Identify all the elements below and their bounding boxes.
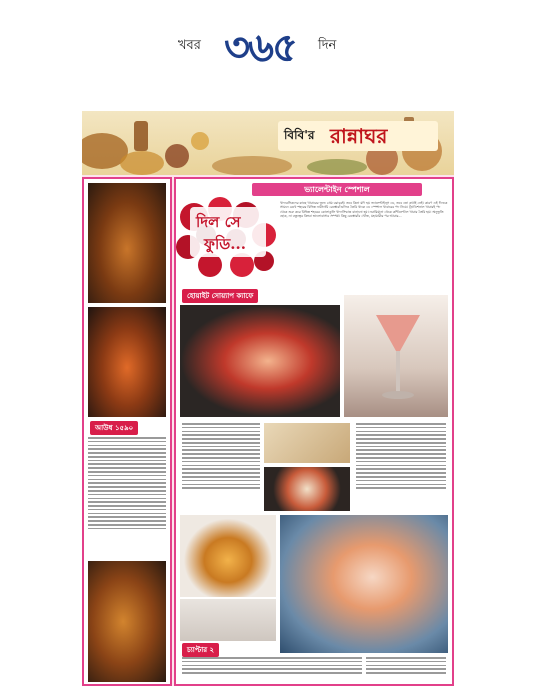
shrimp-text [366,657,446,683]
banner [82,111,454,175]
banner-title: রান্নাঘর [330,124,388,148]
masthead-number: ৩৬৫ [224,24,296,71]
outdoor-text [88,437,166,557]
cocktail-glass [372,309,424,403]
masthead-right-word: দিন [318,38,337,53]
masthead [170,18,370,71]
headline-line2: ফুডি... [204,235,246,253]
bread-photo [264,423,350,463]
banner-prefix: বিবি'র [284,128,315,142]
newspaper-page [82,111,454,686]
shrimp-cocktail-photo [280,515,448,653]
heart-plate-photo [264,467,350,511]
special-ribbon-label: ভ্যালেন্টাইন স্পেশাল [304,185,370,194]
chapter-tag: চ্যাপ্টার ২ [182,643,219,657]
left-column [82,177,172,686]
valentine-section [174,177,454,686]
outdoor-tag: আউধ ১৫৯০ [90,421,138,435]
prawn-plate-photo [180,599,276,641]
roast-chicken-photo [88,183,166,303]
pudding-photo [180,515,276,597]
masthead-left-word: খবর [178,38,201,53]
tandoori-photo [88,561,166,682]
headline-line1: দিল সে [196,213,241,231]
heart-cake-photo [180,305,340,417]
cafe-text-col1 [182,423,260,505]
intro-text: খাদ্যরসিকদের কাছে খাবারের জন্য প্রেম বরাবরই। তবে কিনা যদি হয় ভ্যালেন্টাইন্‌স ডে, তবে তো কথাই নেই। কারণ এই দিনকে সামনে রেখে শহরের বিভিন্ন নামীদামি রেস্তোরাঁগুলিও তৈরি থাকে ডে স্পেশাল খাবারের পদ নিয়ে। ট্র্যাডিশনাল খাবারই পদ থেকে শুরু করে বিভিন্ন শহরের কোলাকুলি খাদ্যসিদ্ধান্ত বানানো হয়। নবারিয়ানা থেকে কন্টিনেন্টাল খাবার তৈরি হয়। অনুভূতি হোক, না বন্ধুত্বের কিংবা ভালোবাসার সম্পর্ক। কিছু রেস্তোরাঁর খোঁজ, মহামারীর পর আবার... [280,201,448,219]
cafe-tag: হোয়াইট সোয়্যাপ ক্যাফে [182,289,258,303]
chapter-text [182,657,362,683]
fish-platter-photo [88,307,166,417]
cocktail-text [356,423,446,505]
headline-box [190,207,266,257]
